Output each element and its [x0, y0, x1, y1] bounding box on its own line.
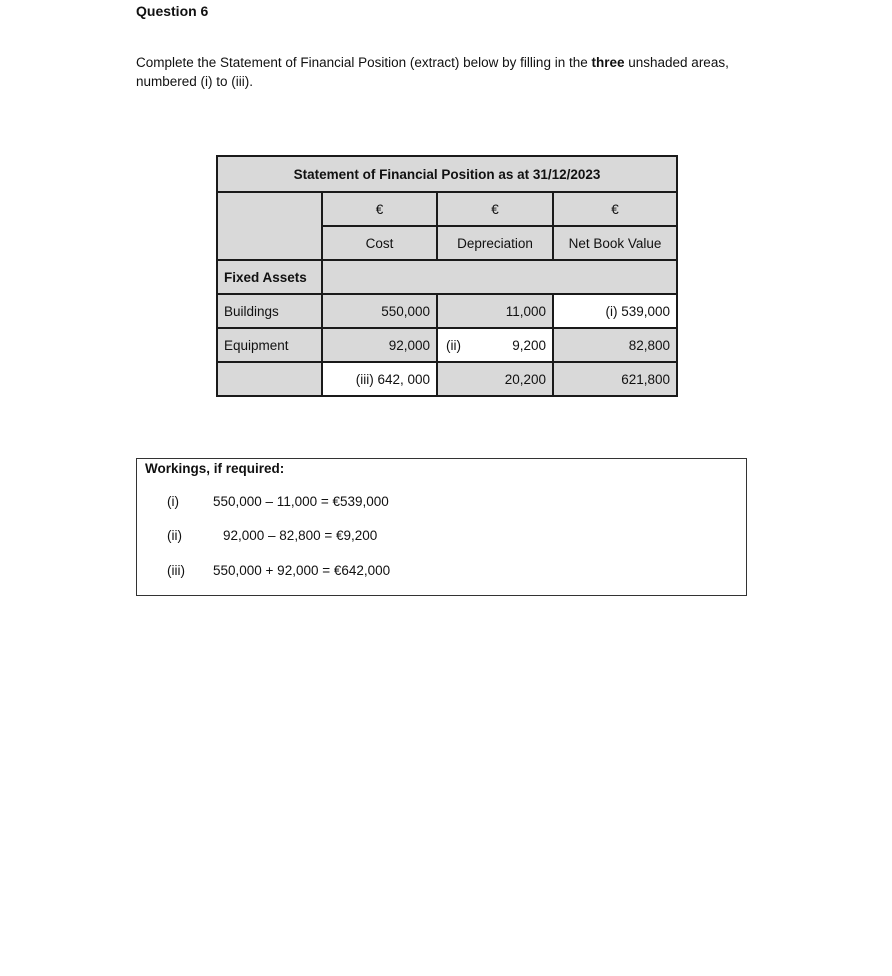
- working-number: (i): [167, 494, 179, 509]
- equipment-depreciation-answer-cell[interactable]: [437, 328, 553, 362]
- buildings-cost: 550,000: [322, 294, 437, 328]
- equipment-cost: 92,000: [322, 328, 437, 362]
- workings-box: [136, 458, 747, 596]
- table-row-buildings: [217, 294, 677, 328]
- working-number: (ii): [167, 528, 182, 543]
- equipment-depreciation-value: 9,200: [512, 337, 546, 353]
- currency-depreciation: €: [437, 192, 553, 226]
- total-nbv: 621,800: [553, 362, 677, 396]
- working-number: (iii): [167, 563, 185, 578]
- working-text: 550,000 + 92,000 = €642,000: [213, 563, 391, 578]
- section-row-fixed-assets: [217, 260, 677, 294]
- workings-title: Workings, if required:: [145, 461, 285, 476]
- header-net-book-value: Net Book Value: [553, 226, 677, 260]
- question-instructions: [136, 53, 736, 91]
- buildings-nbv-answer-cell[interactable]: (i) 539,000: [553, 294, 677, 328]
- section-blank-cell: [322, 260, 677, 294]
- instructions-text-end: unshaded areas, numbered (i) to (iii).: [136, 55, 729, 89]
- total-cost-answer-cell[interactable]: (iii) 642, 000: [322, 362, 437, 396]
- question-title: Question 6: [136, 3, 209, 19]
- table-title-row: [217, 156, 677, 192]
- equipment-nbv: 82,800: [553, 328, 677, 362]
- section-label-fixed-assets: Fixed Assets: [217, 260, 322, 294]
- currency-row: [217, 192, 677, 226]
- working-text: 92,000 – 82,800 = €9,200: [223, 528, 378, 543]
- instructions-text-start: Complete the Statement of Financial Position (extract) below by filling in the: [136, 55, 592, 70]
- working-text: 550,000 – 11,000 = €539,000: [213, 494, 389, 509]
- total-depreciation: 20,200: [437, 362, 553, 396]
- answer-number-ii: (ii): [446, 337, 461, 353]
- blank-header-cell: [217, 192, 322, 260]
- statement-title: Statement of Financial Position as at 31/12/2023: [217, 156, 677, 192]
- row-label-equipment: Equipment: [217, 328, 322, 362]
- currency-nbv: €: [553, 192, 677, 226]
- totals-label-blank: [217, 362, 322, 396]
- currency-cost: €: [322, 192, 437, 226]
- header-cost: Cost: [322, 226, 437, 260]
- statement-of-financial-position-table: [216, 155, 678, 397]
- row-label-buildings: Buildings: [217, 294, 322, 328]
- header-depreciation: Depreciation: [437, 226, 553, 260]
- buildings-depreciation: 11,000: [437, 294, 553, 328]
- instructions-bold-word: three: [591, 55, 625, 70]
- table-row-totals: [217, 362, 677, 396]
- table-row-equipment: [217, 328, 677, 362]
